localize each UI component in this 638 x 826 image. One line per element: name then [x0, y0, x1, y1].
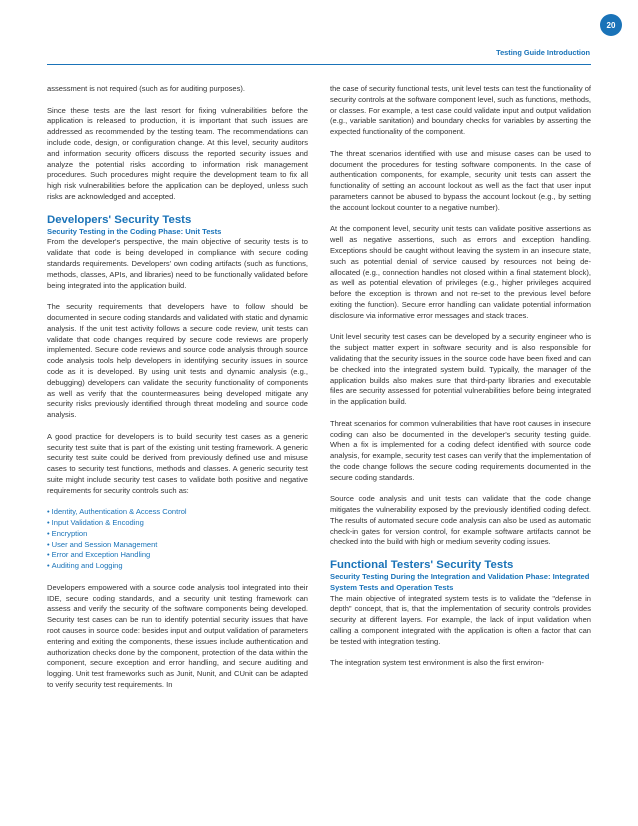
- list-item: • Identity, Authentication & Access Control: [47, 507, 187, 517]
- paragraph: From the developer's perspective, the main objective of security tests is to validate that code is being developed in compliance with secure coding standards requirements. Developers' own coding artifacts (such as functions, methods, classes, APIs, and libraries) need to be functionally validated before being integrated into the application build.: [47, 237, 308, 290]
- list-item: • Auditing and Logging: [47, 561, 123, 571]
- list-item: • Input Validation & Encoding: [47, 518, 144, 528]
- list-item: • User and Session Management: [47, 539, 158, 549]
- running-header: Testing Guide Introduction: [496, 48, 590, 57]
- paragraph: A good practice for developers is to build security test cases as a generic security test suite that is part of the existing unit testing framework. A generic security test suite could be derived from previously defined use and misuse cases to security test functions, methods and classes. A generic security test suite might include security test cases to validate both positive and negative requirements for security controls such as:: [47, 431, 308, 495]
- bullet-icon: •: [47, 561, 50, 571]
- bullet-icon: •: [47, 539, 50, 549]
- paragraph: assessment is not required (such as for auditing purposes).: [47, 84, 245, 93]
- paragraph: the case of security functional tests, unit level tests can test the functionality of security controls at the software component level, such as functions, methods, or classes. For example, a test case could validate input and output validation (e.g., variable sanitation) and boundary checks for variables by asserting the expected functionality of the component.: [330, 84, 591, 137]
- paragraph: Developers empowered with a source code analysis tool integrated into their IDE, secure coding standards, and a security unit testing framework can assess and verify the security of the software components being developed. Security test cases can be run to identify potential security issues that have root causes in source code: besides input and output validation of parameters entering and exiting the components, these issues include authentication and authorization checks done by the component, protection of the data within the component, secure exception and error handling, and secure auditing and logging. Unit test frameworks such as Junit, Nunit, and CUnit can be adapted to verify security test requirements. In: [47, 582, 308, 690]
- page-number-badge: 20: [600, 14, 622, 36]
- paragraph: At the component level, security unit tests can validate positive assertions as well as negative assertions, such as errors and exception handling. Exceptions should be caught without leaving the system in an insecure state, such as potential denial of service caused by resources not being de-allocated (e.g., connection handles not closed within a final statement block), as well as potential elevation of privileges (e.g., higher privileges acquired before the exception is thrown and not re-set to the previous level before exiting the function). Secure error handling can validate potential information disclosure via informative error messages and stack traces.: [330, 224, 591, 320]
- bullet-icon: •: [47, 550, 50, 560]
- paragraph: The threat scenarios identified with use and misuse cases can be used to document the procedures for testing software components. In the case of authentication components, for example, security unit tests can assert the functionality of setting an account lockout as well as the fact that user input parameters cannot be abused to bypass the account lockout (e.g., by setting the account lockout counter to a negative number).: [330, 148, 591, 212]
- security-controls-list: [47, 507, 308, 572]
- list-item: • Encryption: [47, 528, 88, 538]
- bullet-icon: •: [47, 518, 50, 528]
- paragraph: The integration system test environment is also the first environ-: [330, 658, 544, 668]
- paragraph: The security requirements that developers have to follow should be documented in secure coding standards and validated with static and dynamic analysis. If the unit test activity follows a secure code review, unit tests can validate that code changes required by secure code reviews are properly implemented. Secure code reviews and source code analysis through source code analysis tools help developers in identifying security issues in source code as it is developed. By using unit tests and dynamic analysis (e.g., debugging) developers can validate the security functionality of components as well as verify that the countermeasures being developed mitigate any security risks previously identified through threat modeling and source code analysis.: [47, 302, 308, 420]
- paragraph: Since these tests are the last resort for fixing vulnerabilities before the application is released to production, it is important that such issues are addressed as recommended by the testing team. The recommendations can include code, design, or configuration change. At this level, security auditors and information security officers discuss the reported security issues and analyze the potential risks according to information risk management procedures. Such procedures might require the development team to fix all high risk vulnerabilities before the application can be deployed, unless such risks are acknowledged and accepted.: [47, 105, 308, 201]
- subsection-heading: Security Testing During the Integration and Validation Phase: Integrated System Tests and Operation Tests: [330, 572, 590, 592]
- paragraph: Threat scenarios for common vulnerabilities that have root causes in insecure coding can also be documented in the developer's security testing guide. When a fix is implemented for a coding defect identified with source code analysis, for example, security test cases can verify that the implementation of the code change follows the secure coding requirements documented in the secure coding standards.: [330, 418, 591, 482]
- bullet-icon: •: [47, 528, 50, 538]
- section-heading: Functional Testers' Security Tests: [330, 559, 514, 572]
- section-heading: Developers' Security Tests: [47, 213, 192, 226]
- bullet-icon: •: [47, 507, 50, 517]
- left-column: [47, 84, 308, 691]
- right-column: [330, 84, 591, 669]
- header-rule: [47, 64, 591, 65]
- paragraph: Unit level security test cases can be developed by a security engineer who is the subject matter expert in software security and is also responsible for validating that the security issues in the source code have been fixed and can be checked into the integrated system build. Typically, the manager of the application builds also makes sure that third-party libraries and executable files are security assessed for potential vulnerabilities before being integrated in the application build.: [330, 332, 591, 407]
- list-item: • Error and Exception Handling: [47, 550, 151, 560]
- paragraph: The main objective of integrated system tests is to validate the "defense in depth" concept, that is, that the implementation of security controls provides security at different layers. For example, the lack of input validation when calling a component integrated with the application is often a factor that can be tested with integration testing.: [330, 593, 591, 646]
- subsection-heading: Security Testing in the Coding Phase: Unit Tests: [47, 226, 222, 236]
- paragraph: Source code analysis and unit tests can validate that the code change mitigates the vulnerability exposed by the previously identified coding defect. The results of automated secure code analysis can also be used as automatic check-in gates for version control, for example software artifacts cannot be checked into the build with high or medium severity coding issues.: [330, 494, 591, 547]
